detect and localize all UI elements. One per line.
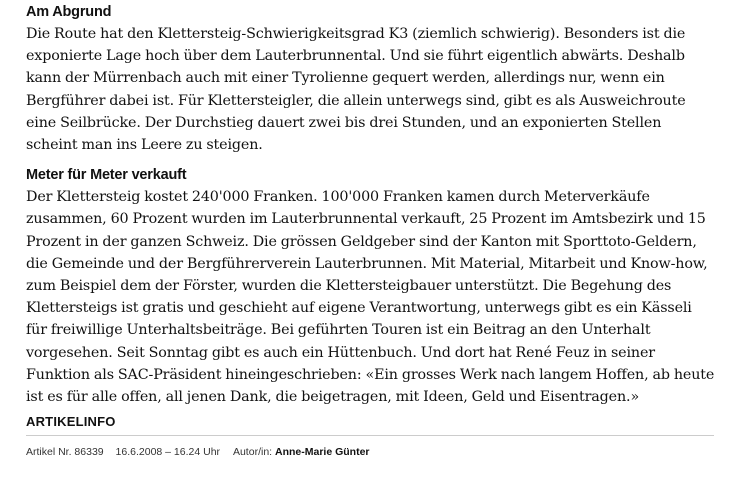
- articleinfo-heading: ARTIKELINFO: [26, 414, 116, 430]
- article-number: Artikel Nr. 86339: [26, 446, 104, 459]
- article-content: [26, 0, 716, 460]
- author-label: Autor/in:: [232, 446, 273, 459]
- section-heading-meter-fuer-meter: Meter für Meter verkauft: [26, 167, 187, 184]
- author-name-link[interactable]: Anne-Marie Günter: [275, 446, 370, 459]
- section-body-meter-fuer-meter: Der Klettersteig kostet 240'000 Franken. 100'000 Franken kamen durch Meterverkäufe zusammen, 60 Prozent wurden im Lauterbrunnental verkauft, 25 Prozent im Amtsbezirk und 15 Prozent in der ganzen Schweiz. Die grössen Geldgeber sind der Kanton mit Sporttoto-Geldern, die Gemeinde und der Bergführerverein Lauterbrunnen. Mit Material, Mitarbeit und Know-how, zum Beispiel dem der Förster, wurden die Klettersteigbauer unterstützt. Die Begehung des Klettersteigs ist gratis und geschieht auf eigene Verantwortung, unterwegs gibt es ein Kässeli für freiwillige Unterhaltsbeiträge. Bei geführten Touren ist ein Beitrag an den Unterhalt vorgesehen. Seit Sonntag gibt es auch ein Hüttenbuch. Und dort hat René Feuz in seiner Funktion als SAC-Präsident hineingeschrieben: «Ein grosses Werk nach langem Hoffen, ab heute ist es für alle offen, all jenen Dank, die beigetragen, mit Ideen, Geld und Eisentragen.»: [26, 189, 715, 406]
- articleinfo-divider: [26, 435, 714, 436]
- article-date: 16.6.2008 – 16.24 Uhr: [115, 446, 221, 459]
- section-heading-am-abgrund: Am Abgrund: [26, 4, 112, 20]
- section-body-am-abgrund: Die Route hat den Klettersteig-Schwierigkeitsgrad K3 (ziemlich schwierig). Besonders ist die exponierte Lage hoch über dem Lauterbrunnental. Und sie führt eigentlich abwärts. Deshalb kann der Mürrenbach auch mit einer Tyrolienne gequert werden, allerdings nur, wenn ein Bergführer dabei ist. Für Klettersteigler, die allein unterwegs sind, gibt es als Ausweichroute eine Seilbrücke. Der Durchstieg dauert zwei bis drei Stunden, und an exponierten Stellen scheint man ins Leere zu steigen.: [26, 26, 686, 154]
- articleinfo-meta: [26, 444, 716, 460]
